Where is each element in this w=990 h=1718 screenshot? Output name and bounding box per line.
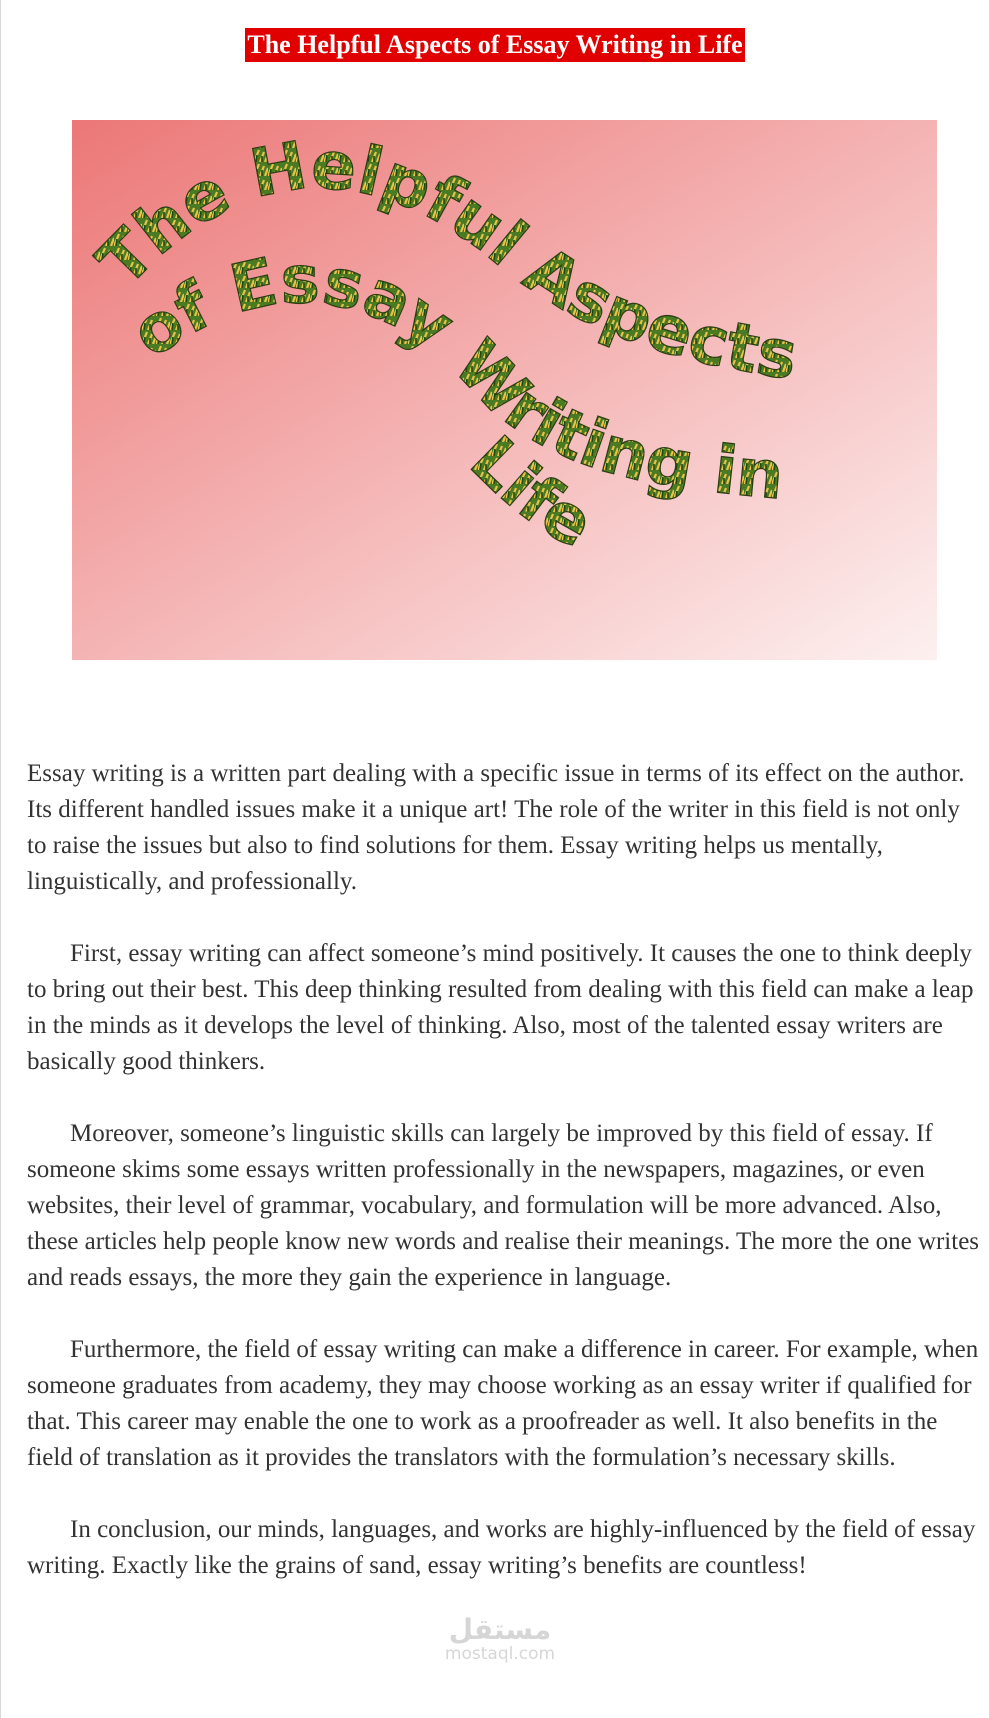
paragraph-mind: First, essay writing can affect someone’s mind positively. It causes the one to think deeply to bring out their best. This deep thinking resulted from dealing with this field can make a leap in the minds as it develops the level of thinking. Also, most of the talented essay writers are basically good thinkers. bbox=[27, 940, 974, 1075]
paragraph-career: Furthermore, the field of essay writing can make a difference in career. For example, when someone graduates from academy, they may choose working as an essay writer if qualified for that. This career may enable the one to work as a proofreader as well. It also benefits in the field of translation as it provides the translators with the formulation’s necessary skills. bbox=[27, 1336, 979, 1471]
paragraph-language: Moreover, someone’s linguistic skills can largely be improved by this field of essay. If someone skims some essays written professionally in the newspapers, magazines, or even websites, their level of grammar, vocabulary, and formulation will be more advanced. Also, these articles help people know new words and realise their meanings. The more the one writes and reads essays, the more they gain the experience in language. bbox=[27, 1120, 980, 1291]
banner-line-1: The Helpful Aspects bbox=[83, 126, 803, 396]
mostaql-watermark bbox=[430, 1615, 570, 1663]
essay-body bbox=[27, 756, 983, 1620]
watermark-domain: mostaql.com bbox=[444, 1644, 556, 1664]
paragraph-conclusion: In conclusion, our minds, languages, and works are highly-influenced by the field of essay writing. Exactly like the grains of sand, essay writing’s benefits are countless! bbox=[27, 1516, 976, 1579]
banner-line-2: of Essay Writing in bbox=[118, 241, 787, 515]
banner-image bbox=[72, 120, 937, 660]
page-left-border bbox=[0, 0, 1, 1718]
document-title: The Helpful Aspects of Essay Writing in Life bbox=[245, 28, 744, 62]
watermark-logo-text: مستقل bbox=[448, 1613, 552, 1646]
banner-line-3: Life bbox=[455, 421, 606, 564]
title-container bbox=[0, 28, 990, 62]
banner-graphic bbox=[72, 120, 937, 660]
paragraph-intro: Essay writing is a written part dealing with a specific issue in terms of its effect on the author. Its different handled issues make it a unique art! The role of the writer in this field is not only to raise the issues but also to find solutions for them. Essay writing helps us mentally, linguistically, and professionally. bbox=[27, 760, 965, 895]
